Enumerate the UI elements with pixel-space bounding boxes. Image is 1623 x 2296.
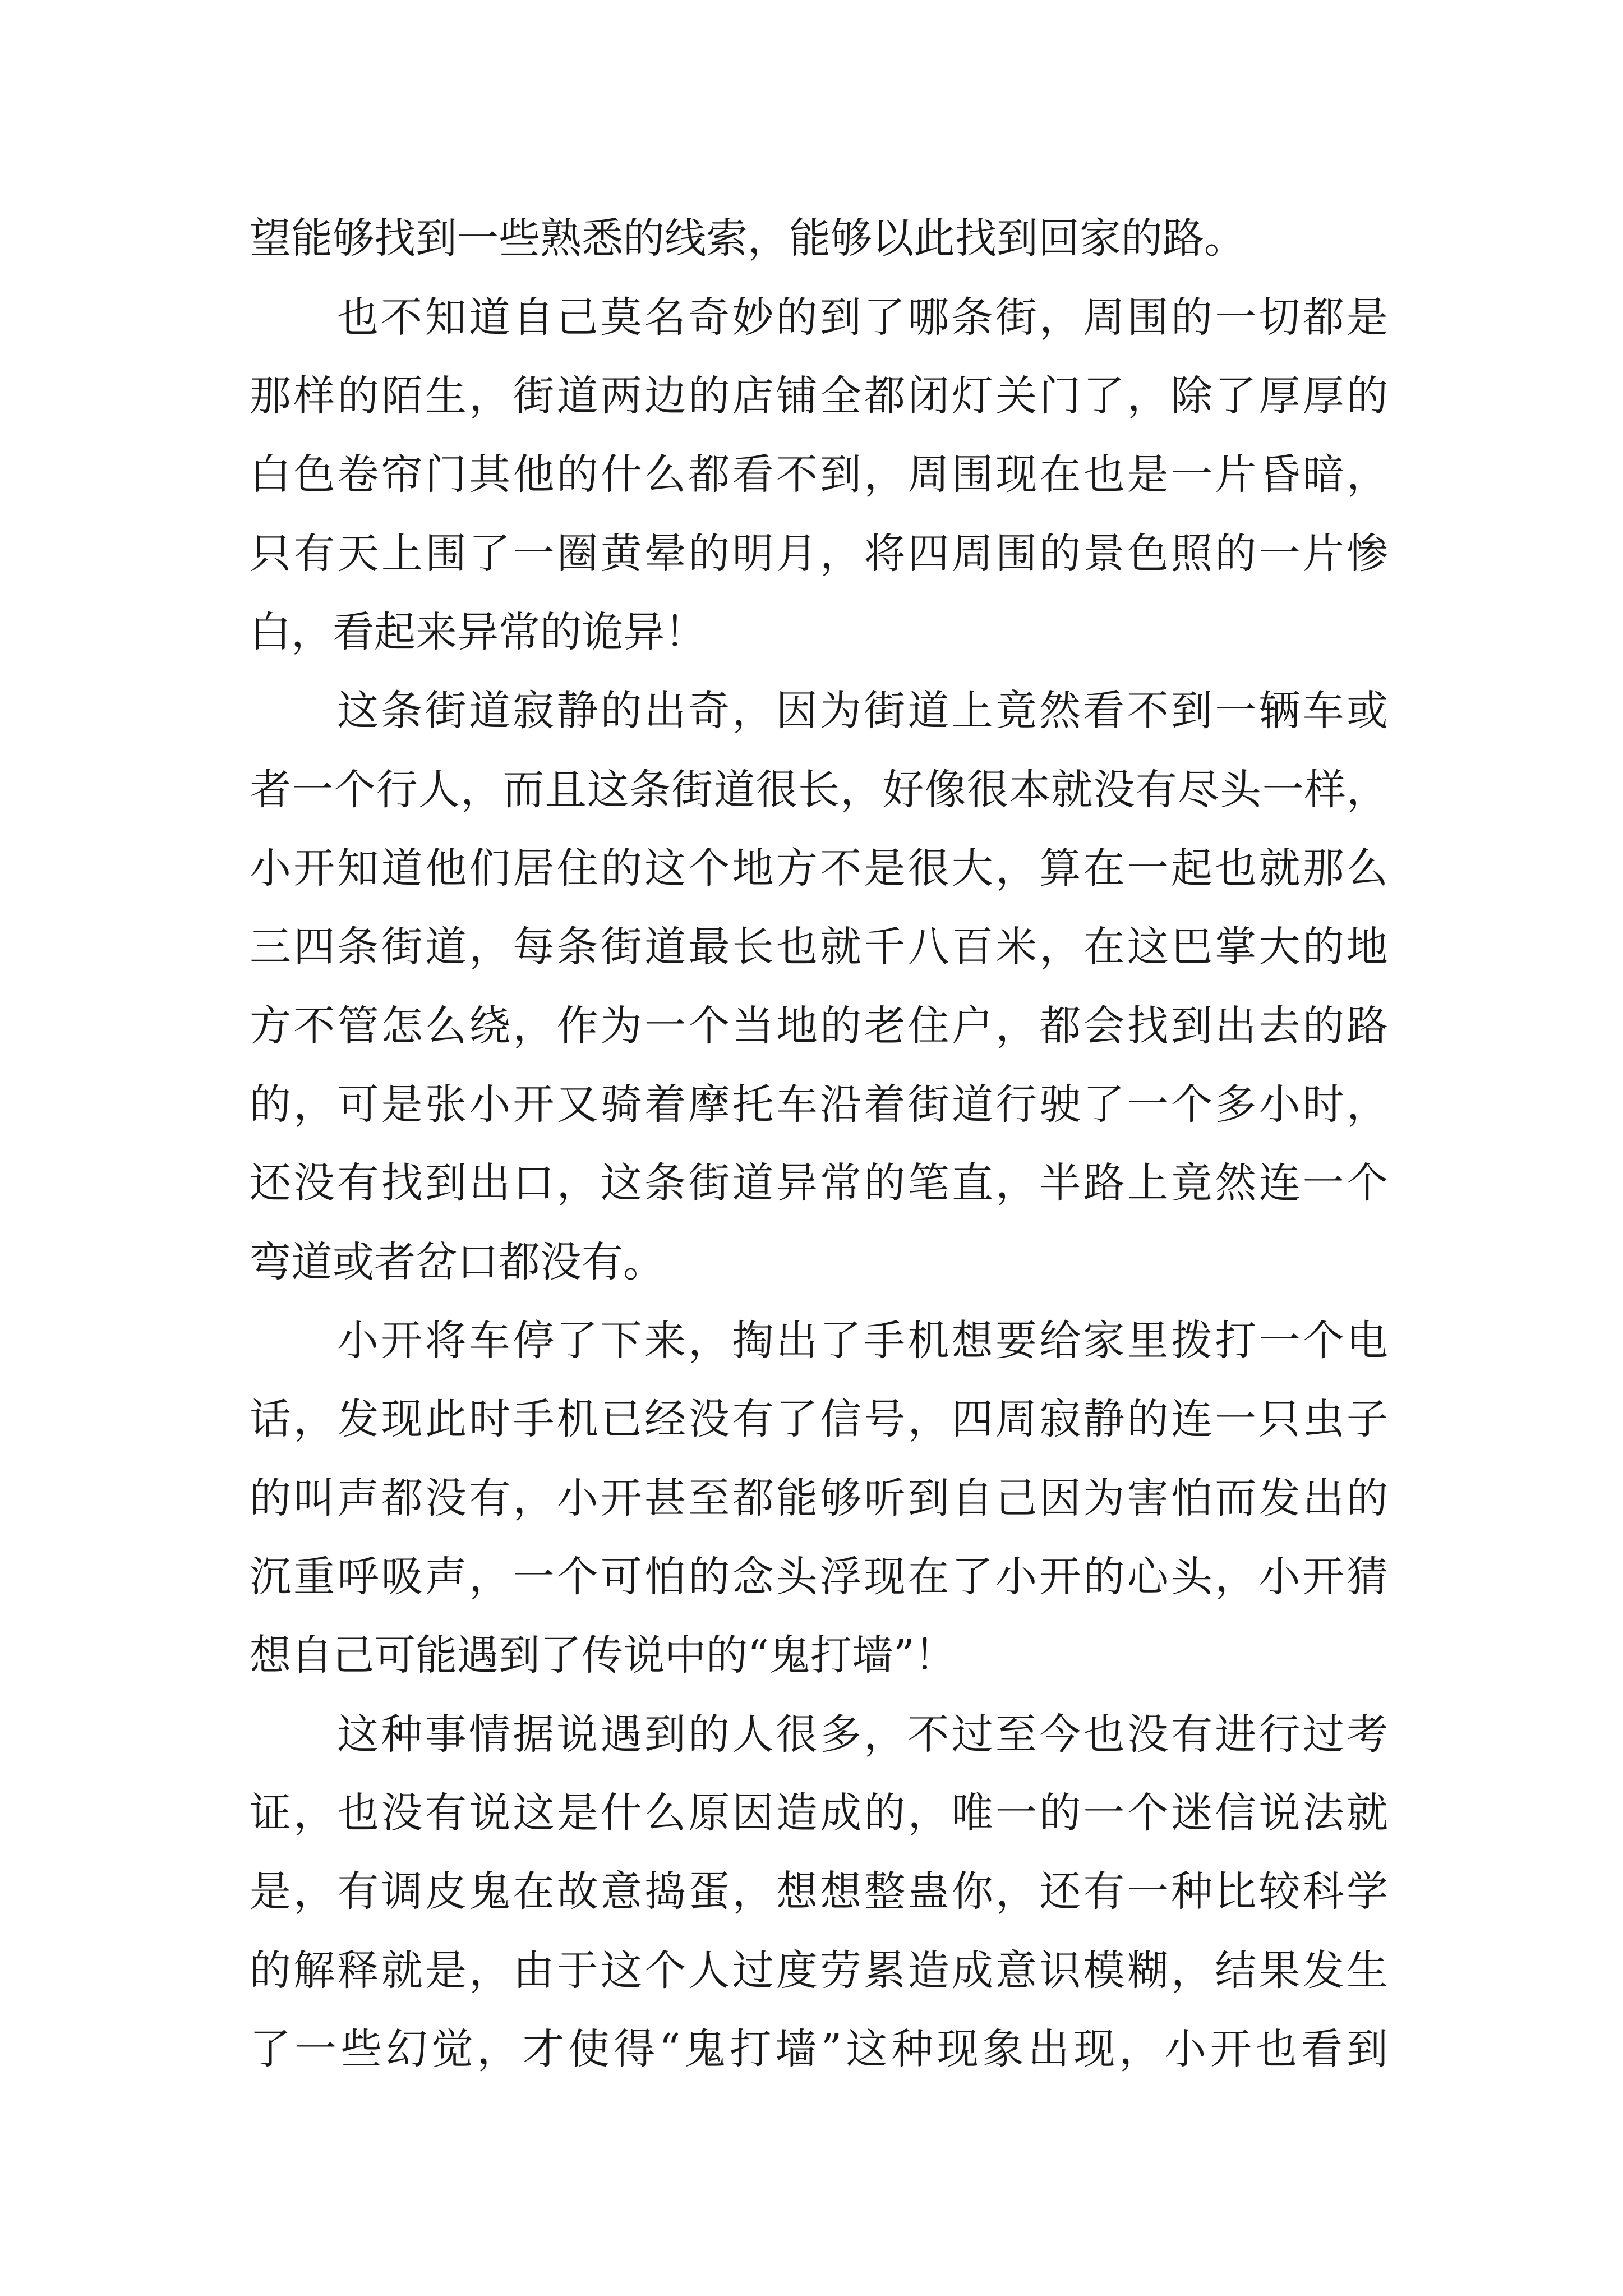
text-line: 的叫声都没有，小开甚至都能够听到自己因为害怕而发出的 bbox=[250, 1474, 1388, 1522]
text-line: 想自己可能遇到了传说中的“鬼打墙”！ bbox=[250, 1631, 956, 1680]
text-line: 方不管怎么绕，作为一个当地的老住户，都会找到出去的路 bbox=[250, 1002, 1388, 1050]
text-line: 也不知道自己莫名奇妙的到了哪条街，周围的一切都是 bbox=[337, 293, 1388, 342]
text-line: 白色卷帘门其他的什么都看不到，周围现在也是一片昏暗， bbox=[250, 450, 1388, 499]
text-line: 的，可是张小开又骑着摩托车沿着街道行驶了一个多小时， bbox=[250, 1080, 1388, 1129]
text-line: 只有天上围了一圈黄晕的明月，将四周围的景色照的一片惨 bbox=[250, 530, 1388, 578]
text-line: 沉重呼吸声，一个可怕的念头浮现在了小开的心头，小开猜 bbox=[250, 1553, 1388, 1601]
text-line: 这种事情据说遇到的人很多，不过至今也没有进行过考 bbox=[337, 1710, 1388, 1759]
text-line: 三四条街道，每条街道最长也就千八百米，在这巴掌大的地 bbox=[250, 923, 1388, 971]
text-line: 望能够找到一些熟悉的线索，能够以此找到回家的路。 bbox=[250, 214, 1246, 263]
text-line: 话，发现此时手机已经没有了信号，四周寂静的连一只虫子 bbox=[250, 1395, 1388, 1443]
text-line: 证，也没有说这是什么原因造成的，唯一的一个迷信说法就 bbox=[250, 1789, 1388, 1837]
text-line: 弯道或者岔口都没有。 bbox=[250, 1238, 665, 1286]
text-line: 还没有找到出口，这条街道异常的笔直，半路上竟然连一个 bbox=[250, 1159, 1388, 1207]
text-line: 这条街道寂静的出奇，因为街道上竟然看不到一辆车或 bbox=[337, 687, 1388, 735]
text-line: 那样的陌生，街道两边的店铺全都闭灯关门了，除了厚厚的 bbox=[250, 372, 1388, 420]
text-line: 者一个行人，而且这条街道很长，好像很本就没有尽头一样， bbox=[250, 766, 1388, 814]
text-line: 了一些幻觉，才使得“鬼打墙”这种现象出现，小开也看到 bbox=[250, 2025, 1388, 2073]
text-line: 是，有调皮鬼在故意捣蛋，想想整蛊你，还有一种比较科学 bbox=[250, 1867, 1388, 1916]
text-line: 的解释就是，由于这个人过度劳累造成意识模糊，结果发生 bbox=[250, 1947, 1388, 1995]
text-line: 小开将车停了下来，掏出了手机想要给家里拨打一个电 bbox=[337, 1317, 1388, 1365]
text-line: 小开知道他们居住的这个地方不是很大，算在一起也就那么 bbox=[250, 844, 1388, 892]
text-line: 白，看起来异常的诡异！ bbox=[250, 608, 706, 656]
